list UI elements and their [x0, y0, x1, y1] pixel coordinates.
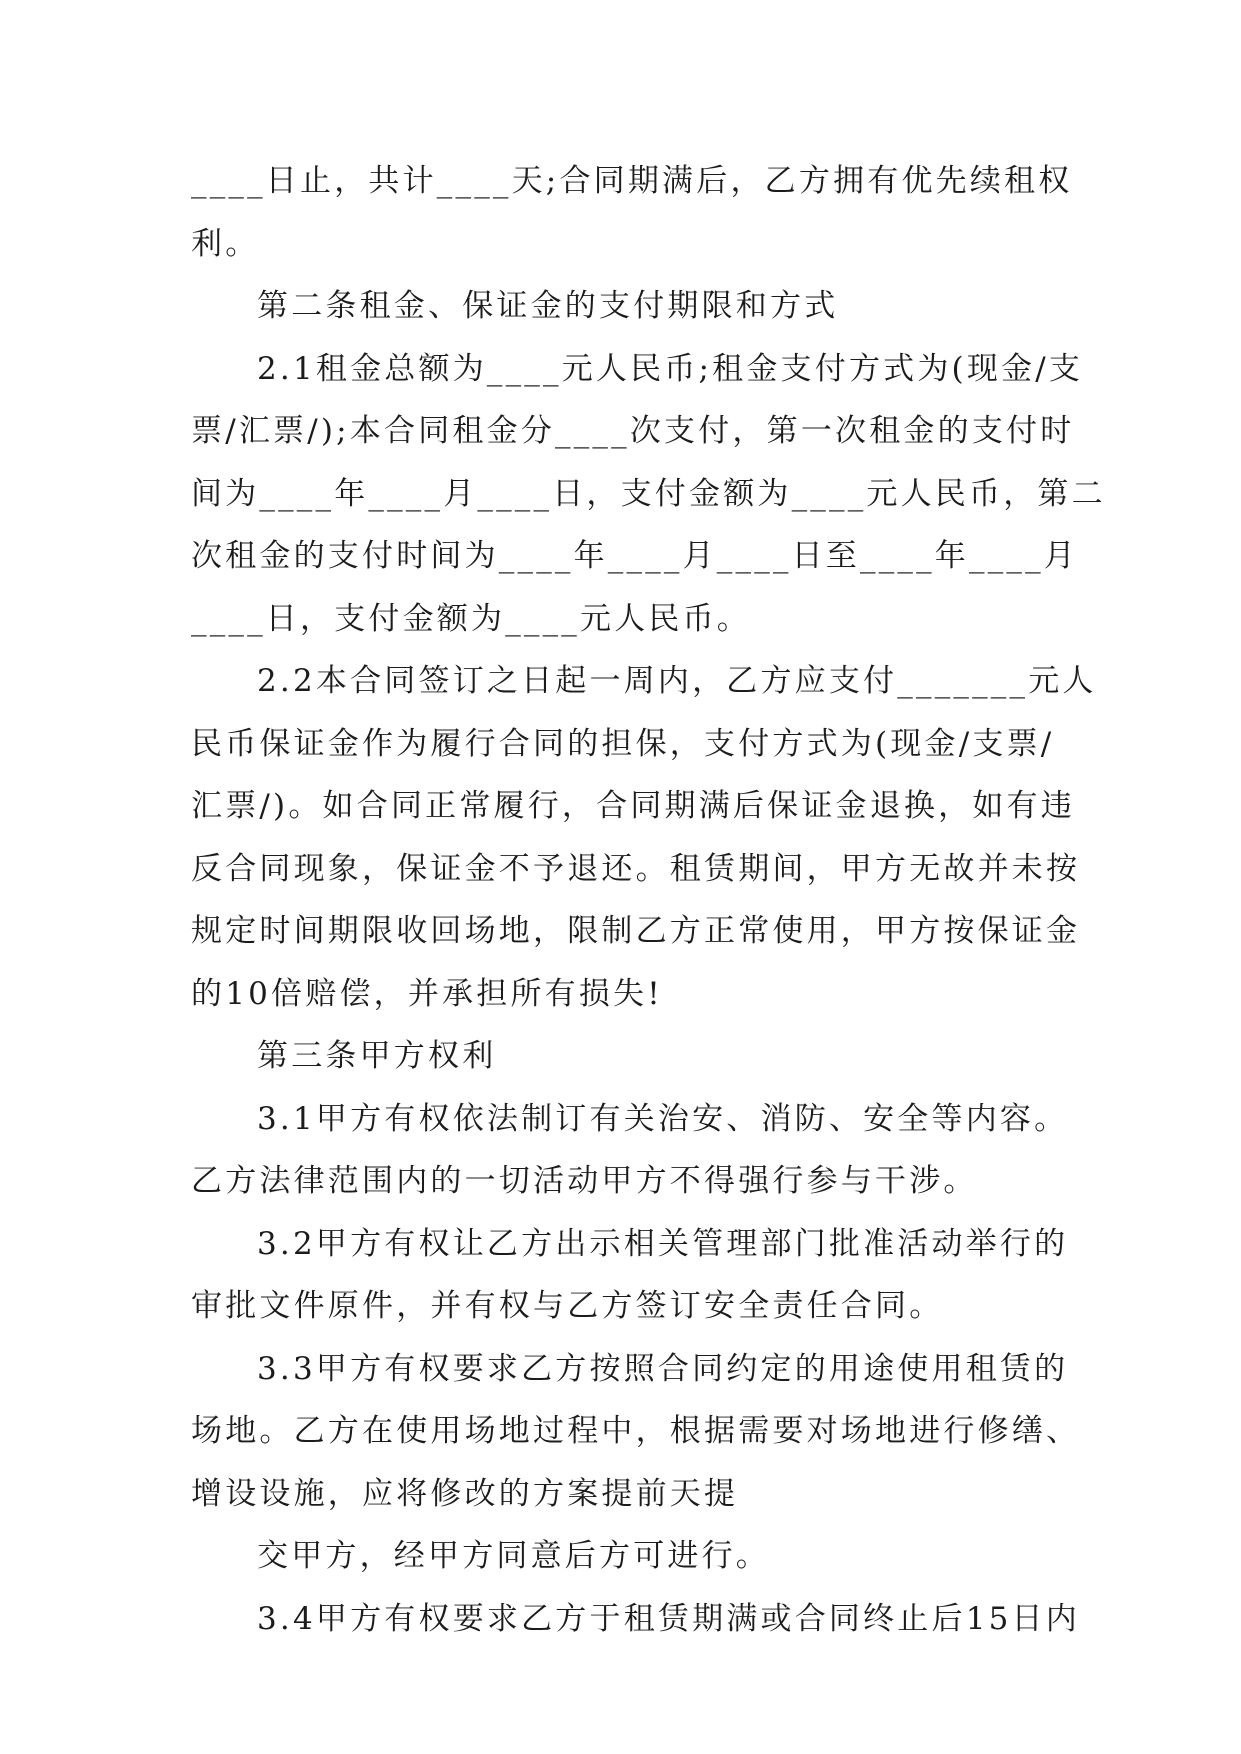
- text-line: 反合同现象，保证金不予退还。租赁期间，甲方无故并未按: [191, 850, 1081, 887]
- text-line: 间为____年____月____日，支付金额为____元人民币，第二: [191, 475, 1106, 512]
- section-heading: 第三条甲方权利: [257, 1038, 497, 1074]
- clause-line: 3.3甲方有权要求乙方按照合同约定的用途使用租赁的: [257, 1350, 1069, 1387]
- text-line: 利。: [191, 225, 260, 262]
- clause-line: 3.2甲方有权让乙方出示相关管理部门批准活动举行的: [257, 1225, 1069, 1262]
- section-heading: 第二条租金、保证金的支付期限和方式: [257, 288, 839, 324]
- text-line: 民币保证金作为履行合同的担保，支付方式为(现金/支票/: [191, 725, 1055, 762]
- text-line: 的10倍赔偿，并承担所有损失!: [191, 975, 663, 1012]
- document-body: [191, 150, 1106, 1650]
- clause-line: 2.1租金总额为____元人民币;租金支付方式为(现金/支: [257, 350, 1084, 387]
- text-line: 次租金的支付时间为____年____月____日至____年____月: [191, 538, 1078, 574]
- clause-line: 2.2本合同签订之日起一周内，乙方应支付_______元人: [257, 663, 1097, 699]
- clause-line: 3.4甲方有权要求乙方于租赁期满或合同终止后15日内: [257, 1600, 1080, 1637]
- text-line: 票/汇票/);本合同租金分____次支付，第一次租金的支付时: [191, 413, 1075, 449]
- text-line: 审批文件原件，并有权与乙方签订安全责任合同。: [191, 1288, 944, 1324]
- text-line: 增设设施，应将修改的方案提前天提: [191, 1475, 739, 1512]
- text-line: 乙方法律范围内的一切活动甲方不得强行参与干涉。: [191, 1163, 978, 1199]
- text-line: 规定时间期限收回场地，限制乙方正常使用，甲方按保证金: [191, 913, 1081, 949]
- text-line: ____日止，共计____天;合同期满后，乙方拥有优先续租权: [191, 163, 1073, 199]
- text-line: 场地。乙方在使用场地过程中，根据需要对场地进行修缮、: [191, 1413, 1081, 1449]
- text-line: ____日，支付金额为____元人民币。: [191, 600, 751, 637]
- text-line: 汇票/)。如合同正常履行，合同期满后保证金退换，如有违: [191, 788, 1075, 824]
- clause-line: 3.1甲方有权依法制订有关治安、消防、安全等内容。: [257, 1100, 1069, 1137]
- text-line: 交甲方，经甲方同意后方可进行。: [257, 1538, 770, 1574]
